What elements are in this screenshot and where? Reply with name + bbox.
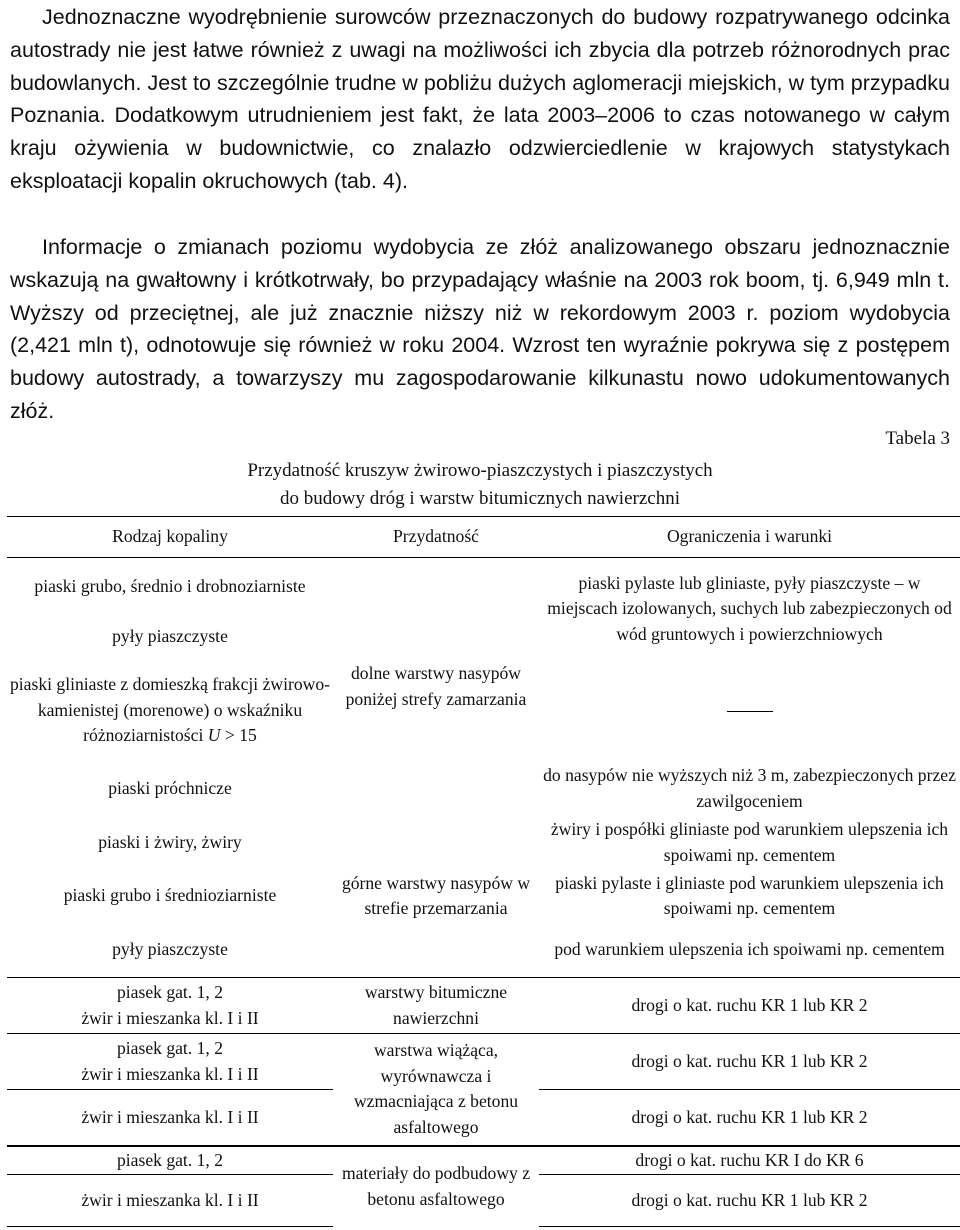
cell-kopalina: pyły piaszczyste <box>112 626 228 647</box>
cell-warunki: piaski pylaste lub gliniaste, pyły piaszczyste – w miejscach izolowanych, suchych lub zabezpieczonych od wód gruntowych i powierzchniowych <box>547 572 952 644</box>
cell-kopalina <box>7 1034 333 1090</box>
cell-warunki-dash <box>539 660 960 762</box>
paragraph-1: Jednoznaczne wyodrębnienie surowców przeznaczonych do budowy rozpatrywanego odcinka autostrady nie jest łatwe również z uwagi na możliwości ich zbycia dla potrzeb różnorodnych prac budowlanych. Jest to szczególnie trudne w pobliżu dużych aglomeracji miejskich, w tym przypadku Poznania. Dodatkowym utrudnieniem jest fakt, że lata 2003–2006 to czas notowanego w całym kraju ożywienia w budownictwie, co znalazło odzwierciedlenie w krajowych statystykach eksploatacji kopalin okruchowych (tab. 4). <box>10 5 950 193</box>
cell-warunki: pod warunkiem ulepszenia ich spoiwami np. cementem <box>554 939 945 959</box>
header-ograniczenia: Ograniczenia i warunki <box>539 517 960 558</box>
table-row <box>7 1034 960 1090</box>
cell-warunki: drogi o kat. ruchu KR 1 lub KR 2 <box>539 1034 960 1090</box>
cell-warunki: żwiry i pospółki gliniaste pod warunkiem ulepszenia ich spoiwami np. cementem <box>550 819 949 865</box>
cell-warunki: drogi o kat. ruchu KR I do KR 6 <box>539 1146 960 1175</box>
table-caption <box>165 457 795 513</box>
suitability-table <box>7 516 960 1227</box>
cell-warunki: drogi o kat. ruchu KR 1 lub KR 2 <box>539 1090 960 1146</box>
table-row <box>7 558 960 615</box>
table-row <box>7 816 960 870</box>
cell-kopalina-line: piasek gat. 1, 2 <box>116 982 224 1002</box>
paragraph-2: Informacje o zmianach poziomu wydobycia ze złóż analizowanego obszaru jednoznacznie wskazują na gwałtowny i krótkotrwały, bo przypadający właśnie na 2003 rok boom, tj. 6,949 mln t. Wyższy od przeciętnej, ale już znacznie niższy niż w rekordowym 2003 r. poziom wydobycia (2,421 mln t), odnotowuje się również w roku 2004. Wzrost ten wyraźnie pokrywa się z postępem budowy autostrady, a towarzyszy mu zagospodarowanie kilkunastu nowo udokumentowanych złóż. <box>10 235 950 423</box>
cell-kopalina: piaski grubo, średnio i drobnoziarniste <box>34 575 306 596</box>
cell-kopalina <box>7 978 333 1034</box>
table-header-row <box>7 517 960 558</box>
cell-warunki: piaski pylaste i gliniaste pod warunkiem ulepszenia ich spoiwami np. cementem <box>555 872 944 918</box>
table-caption-line-1: Przydatność kruszyw żwirowo-piaszczystych i piaszczystych <box>247 460 713 481</box>
cell-kopalina <box>7 660 333 762</box>
cell-warunki: drogi o kat. ruchu KR 1 lub KR 2 <box>539 1175 960 1227</box>
header-przydatnosc: Przydatność <box>333 517 539 558</box>
cell-kopalina-line: żwir i mieszanka kl. I i II <box>81 1007 259 1028</box>
cell-warunki: drogi o kat. ruchu KR 1 lub KR 2 <box>539 978 960 1034</box>
table-row <box>7 978 960 1034</box>
cell-kopalina: piaski próchnicze <box>108 777 232 798</box>
cell-kopalina-text-end: > 15 <box>220 725 257 746</box>
cell-kopalina-line: piasek gat. 1, 2 <box>116 1038 224 1058</box>
cell-przydatnosc-wiazaca: warstwa wiążąca, wyrównawcza i wzmacniająca z betonu asfaltowego <box>333 1034 539 1146</box>
cell-kopalina: piasek gat. 1, 2 <box>7 1146 333 1175</box>
table-number: Tabela 3 <box>885 428 950 449</box>
cell-kopalina-text: piaski gliniaste z domieszką frakcji żwirowo-kamienistej (morenowe) o wskaźniku różnoziarnistości <box>10 674 331 746</box>
cell-kopalina: pyły piaszczyste <box>112 939 228 959</box>
cell-kopalina-line: żwir i mieszanka kl. I i II <box>81 1063 259 1084</box>
cell-kopalina: piaski grubo i średnioziarniste <box>63 885 277 906</box>
cell-przydatnosc-dolne: dolne warstwy nasypów poniżej strefy zamarzania <box>345 663 527 709</box>
table-row <box>7 1146 960 1175</box>
cell-przydatnosc-bitumiczne: warstwy bitumiczne nawierzchni <box>333 978 539 1034</box>
symbol-u: U <box>207 725 221 746</box>
dash-line <box>727 711 773 712</box>
cell-kopalina: żwir i mieszanka kl. I i II <box>7 1090 333 1146</box>
cell-warunki: do nasypów nie wyższych niż 3 m, zabezpieczonych przez zawilgoceniem <box>543 765 956 811</box>
table-caption-line-2: do budowy dróg i warstw bitumicznych nawierzchni <box>280 488 680 509</box>
cell-przydatnosc-gorne: górne warstwy nasypów w strefie przemarzania <box>341 872 531 919</box>
cell-kopalina: żwir i mieszanka kl. I i II <box>7 1175 333 1227</box>
cell-przydatnosc-podbudowa: materiały do podbudowy z betonu asfaltowego <box>333 1146 539 1227</box>
header-rodzaj-kopaliny: Rodzaj kopaliny <box>7 517 333 558</box>
cell-kopalina: piaski i żwiry, żwiry <box>98 831 242 852</box>
